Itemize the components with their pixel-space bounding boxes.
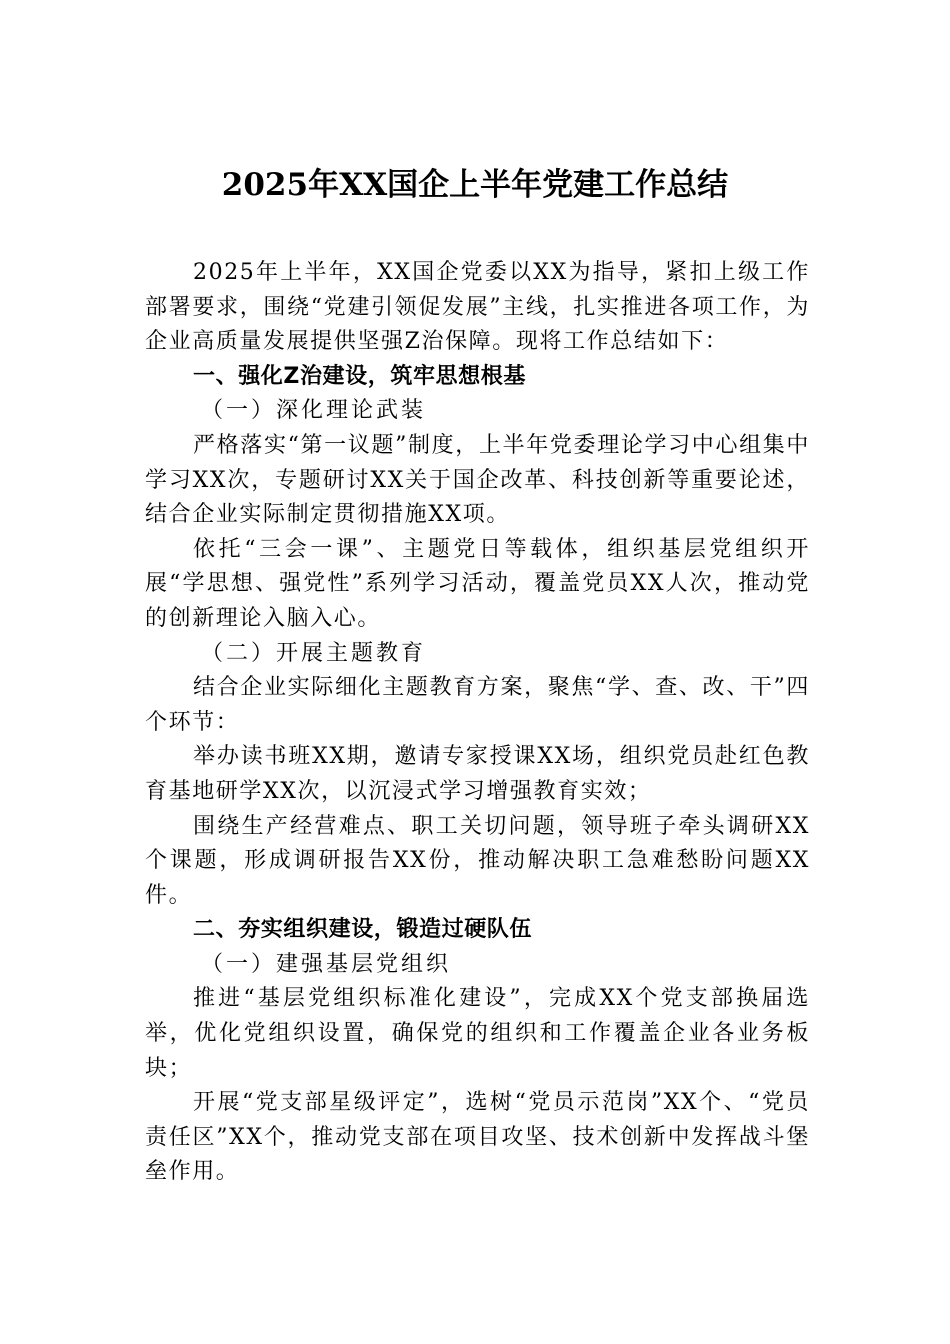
subsection-heading-2-1: （一）建强基层党组织 [201, 951, 452, 977]
paragraph: 举办读书班XX期，邀请专家授课XX场，组织党员赴红色教育基地研学XX次，以沉浸式学习增强教育实效； [145, 744, 810, 804]
intro-paragraph: 2025年上半年，XX国企党委以XX为指导，紧扣上级工作部署要求，围绕“党建引领促发展”主线，扎实推进各项工作，为企业高质量发展提供坚强Z治保障。现将工作总结如下： [145, 260, 810, 355]
paragraph: 依托“三会一课”、主题党日等载体，组织基层党组织开展“学思想、强党性”系列学习活动，覆盖党员XX人次，推动党的创新理论入脑入心。 [145, 536, 810, 631]
paragraph: 结合企业实际细化主题教育方案，聚焦“学、查、改、干”四个环节： [145, 675, 810, 735]
paragraph: 严格落实“第一议题”制度，上半年党委理论学习中心组集中学习XX次，专题研讨XX关于国企改革、科技创新等重要论述，结合企业实际制定贯彻措施XX项。 [145, 432, 810, 528]
subsection-heading-1-2: （二）开展主题教育 [201, 640, 427, 666]
document-title: 2025年XX国企上半年党建工作总结 [221, 167, 729, 203]
paragraph: 围绕生产经营难点、职工关切问题，领导班子牵头调研XX个课题，形成调研报告XX份，推动解决职工急难愁盼问题XX件。 [145, 813, 810, 908]
section-heading-2: 二、夯实组织建设，锻造过硬队伍 [193, 917, 533, 943]
subsection-heading-1-1: （一）深化理论武装 [201, 398, 427, 424]
document-body [145, 256, 810, 1190]
paragraph: 推进“基层党组织标准化建设”，完成XX个党支部换届选举，优化党组织设置，确保党的组织和工作覆盖企业各业务板块； [145, 986, 810, 1081]
paragraph: 开展“党支部星级评定”，选树“党员示范岗”XX个、“党员责任区”XX个，推动党支部在项目攻坚、技术创新中发挥战斗堡垒作用。 [145, 1090, 810, 1185]
section-heading-1: 一、强化Z治建设，筑牢思想根基 [193, 363, 526, 389]
